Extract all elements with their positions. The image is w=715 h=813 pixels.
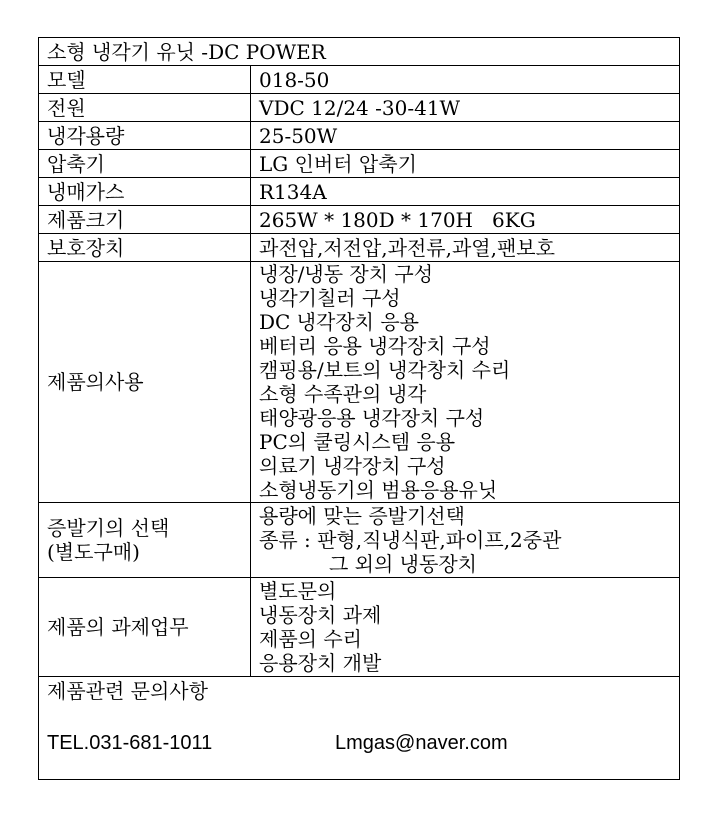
evaporator-label-line: (별도구매) bbox=[47, 540, 140, 564]
contact-heading: 제품관련 문의사항 bbox=[47, 679, 208, 703]
list-item: 제품의 수리 bbox=[259, 627, 362, 651]
spec-value: LG 인버터 압축기 bbox=[251, 150, 680, 178]
spec-row-power bbox=[39, 94, 680, 122]
evaporator-row bbox=[39, 503, 680, 578]
tasks-label: 제품의 과제업무 bbox=[39, 578, 251, 677]
evaporator-line: 그 외의 냉동장치 bbox=[329, 552, 477, 576]
spec-row-protection bbox=[39, 234, 680, 262]
spec-label: 모델 bbox=[39, 66, 251, 94]
spec-value: 과전압,저전압,과전류,과열,팬보호 bbox=[251, 234, 680, 262]
contact-row bbox=[39, 677, 680, 780]
evaporator-label-line: 증발기의 선택 bbox=[47, 516, 170, 540]
product-spec-table bbox=[38, 37, 680, 780]
evaporator-line: 종류 : 판형,직냉식판,파이프,2중관 bbox=[259, 528, 562, 552]
spec-row-model bbox=[39, 66, 680, 94]
list-item: 별도문의 bbox=[259, 579, 337, 603]
list-item: 냉장/냉동 장치 구성 bbox=[259, 262, 434, 286]
list-item: 의료기 냉각장치 구성 bbox=[259, 454, 446, 478]
contact-cell bbox=[39, 677, 680, 780]
tasks-row bbox=[39, 578, 680, 677]
title-row bbox=[39, 38, 680, 66]
table-title: 소형 냉각기 유닛 -DC POWER bbox=[39, 38, 680, 66]
evaporator-line: 용량에 맞는 증발기선택 bbox=[259, 504, 465, 528]
spec-value: 25-50W bbox=[251, 122, 680, 150]
spec-row-capacity bbox=[39, 122, 680, 150]
usage-list bbox=[251, 262, 680, 503]
list-item: 응용장치 개발 bbox=[259, 651, 382, 675]
email-address[interactable]: Lmgas@naver.com bbox=[335, 732, 508, 754]
spec-row-refrigerant bbox=[39, 178, 680, 206]
spec-label: 보호장치 bbox=[39, 234, 251, 262]
evaporator-label bbox=[39, 503, 251, 578]
spec-label: 냉각용량 bbox=[39, 122, 251, 150]
spec-row-compressor bbox=[39, 150, 680, 178]
usage-label: 제품의사용 bbox=[39, 262, 251, 503]
spec-row-size bbox=[39, 206, 680, 234]
spec-value: VDC 12/24 -30-41W bbox=[251, 94, 680, 122]
spec-label: 압축기 bbox=[39, 150, 251, 178]
list-item: DC 냉각장치 응용 bbox=[259, 310, 419, 334]
list-item: PC의 쿨링시스템 응용 bbox=[259, 430, 456, 454]
list-item: 냉동장치 과제 bbox=[259, 603, 382, 627]
spec-label: 전원 bbox=[39, 94, 251, 122]
list-item: 태양광응용 냉각장치 구성 bbox=[259, 406, 485, 430]
list-item: 소형 수족관의 냉각 bbox=[259, 382, 427, 406]
list-item: 소형냉동기의 범용응용유닛 bbox=[259, 478, 498, 502]
phone-number[interactable]: TEL.031-681-1011 bbox=[47, 732, 213, 754]
list-item: 캠핑용/보트의 냉각창치 수리 bbox=[259, 358, 511, 382]
spec-value: R134A bbox=[251, 178, 680, 206]
usage-row bbox=[39, 262, 680, 503]
list-item: 냉각기칠러 구성 bbox=[259, 286, 401, 310]
evaporator-detail bbox=[251, 503, 680, 578]
spec-value: 265W * 180D * 170H 6KG bbox=[251, 206, 680, 234]
spec-label: 제품크기 bbox=[39, 206, 251, 234]
tasks-list bbox=[251, 578, 680, 677]
list-item: 베터리 응용 냉각장치 구성 bbox=[259, 334, 491, 358]
spec-value: 018-50 bbox=[251, 66, 680, 94]
spec-label: 냉매가스 bbox=[39, 178, 251, 206]
